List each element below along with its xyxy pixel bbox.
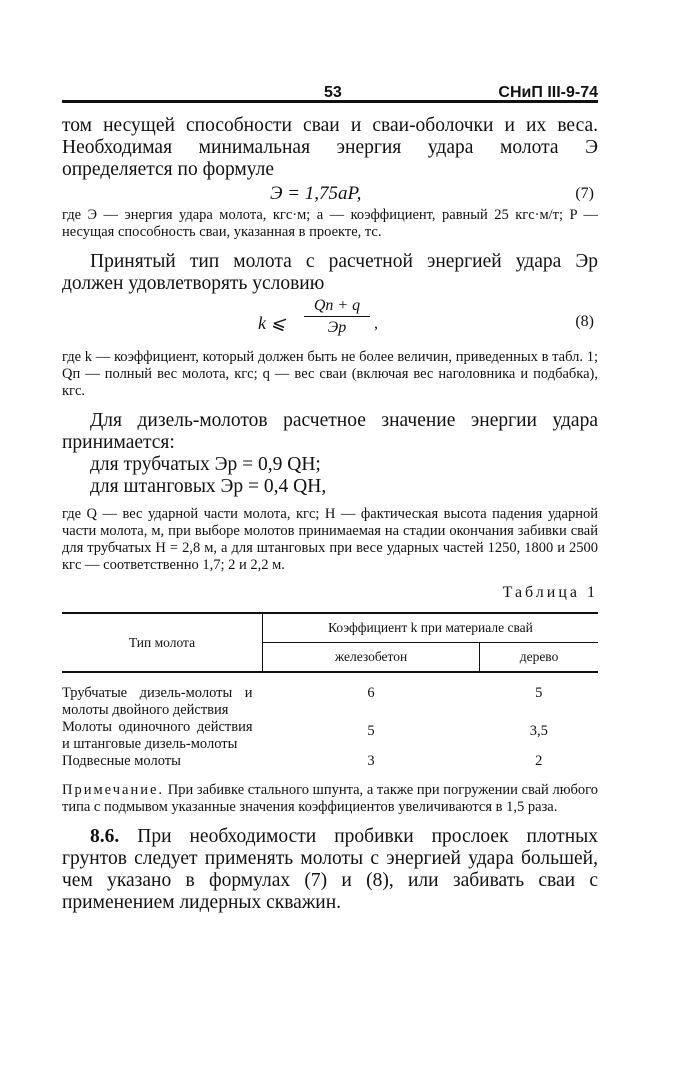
formula-8-explanation: где k — коэффициент, который должен быть не более величин, приведенных в табл. 1; Qп — полный вес молота, кгс; q — вес сваи (включая вес наголовника и подбабка), кгс. (62, 349, 598, 399)
table-header-concrete: железобетон (263, 643, 480, 673)
row-hammer-type: Трубчатые дизель-молоты и молоты двойного действия (62, 685, 253, 718)
formula-rod: для штанговых Эр = 0,4 QH, (90, 476, 327, 497)
paragraph-diesel-hammers: Для дизель-молотов расчетное значение энергии удара принимается: (62, 410, 598, 453)
table-row (62, 719, 598, 753)
formula-8-number: (8) (575, 313, 594, 330)
formula-tubular: для трубчатых Эр = 0,9 QH; (90, 454, 321, 475)
page-header (62, 70, 598, 103)
table-note (62, 782, 598, 816)
row-concrete-value: 6 (367, 685, 375, 701)
table-row (62, 753, 598, 770)
formula-7-explanation: где Э — энергия удара молота, кгс·м; a — коэффициент, равный 25 кгс·м/т; P — несущая способность сваи, указанная в проекте, тс. (62, 207, 598, 240)
formula-8-lhs: k ⩽ (258, 313, 286, 333)
row-wood-value: 3,5 (529, 723, 548, 739)
formula-7 (62, 181, 598, 207)
paragraph-hammer-type: Принятый тип молота с расчетной энергией удара Эр должен удовлетворять условию (62, 251, 598, 294)
row-wood-value: 5 (535, 685, 543, 701)
formula-8 (62, 297, 598, 349)
row-concrete-value: 5 (367, 723, 375, 739)
formula-9-explanation: где Q — вес ударной части молота, кгс; H — фактическая высота падения ударной части молота, м, при выборе молотов принимаемая на стадии окончания забивки свай для трубчатых H = 2,8 м, а для штанговых при весе ударных частей 1250, 1800 и 2500 кгс — соответственно 1,7; 2 и 2,2 м. (62, 506, 598, 573)
section-number: 8.6. (90, 826, 120, 847)
note-text: При забивке стального шпунта, а также при погружении свай любого типа с подмывом указанные значения коэффициентов увеличиваются в 1,5 раза. (62, 782, 599, 815)
formula-8-fraction (304, 297, 370, 337)
row-hammer-type: Молоты одиночного действия и штанговые дизель-молоты (62, 719, 253, 752)
formula-7-expression: Э = 1,75aP, (270, 183, 362, 204)
paragraph-capacity: том несущей способности сваи и сваи-оболочки и их веса. Необходимая минимальная энергия удара молота Э определяется по формуле (62, 115, 598, 180)
document-code: СНиП III-9-74 (498, 84, 598, 101)
table-row (62, 672, 598, 719)
section-text: При необходимости пробивки прослоек плотных грунтов следует применять молоты с энергией удара большей, чем указано в формулах (7) и (8), или забивать сваи с применением лидерных скважин. (62, 826, 598, 913)
formula-7-number: (7) (575, 185, 594, 202)
section-8-6 (62, 826, 598, 914)
note-label: Примечание. (62, 782, 165, 798)
document-page (62, 70, 598, 914)
table-caption: Таблица 1 (502, 584, 598, 601)
page-number: 53 (324, 84, 342, 101)
formula-8-numerator: Qп + q (304, 297, 370, 317)
formula-8-comma: , (374, 315, 378, 332)
table-header-wood: дерево (480, 643, 598, 673)
formula-8-denominator: Эр (327, 319, 347, 336)
energy-formulas (62, 454, 598, 498)
row-concrete-value: 3 (367, 753, 375, 769)
table-header-coefficient: Коэффициент k при материале свай (263, 613, 599, 643)
row-hammer-type: Подвесные молоты (62, 753, 181, 769)
coefficient-table (62, 612, 598, 770)
table-header-hammer-type: Тип молота (62, 613, 263, 672)
row-wood-value: 2 (535, 753, 543, 769)
